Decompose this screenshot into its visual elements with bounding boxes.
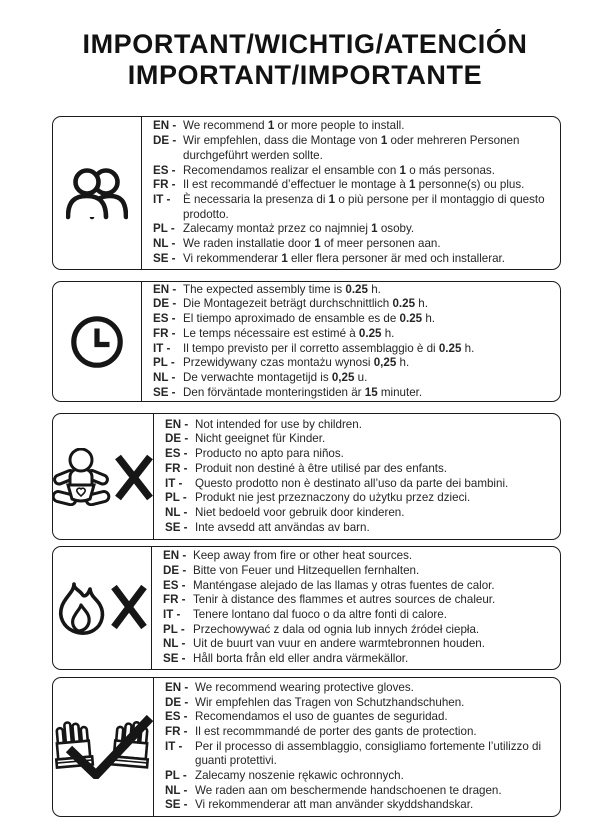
language-code: EN -: [165, 417, 189, 431]
instruction-text: Die Montagezeit beträgt durchschnittlich 0.25 h.: [183, 297, 428, 311]
instruction-text: Not intended for use by children.: [195, 417, 362, 431]
language-code: DE -: [165, 432, 189, 446]
instruction-text: Le temps nécessaire est estimé à 0.25 h.: [183, 326, 395, 340]
section-people-to-install: [52, 116, 561, 270]
language-code: FR -: [163, 593, 186, 607]
icon-cell: [53, 117, 142, 269]
language-code: IT -: [163, 608, 181, 621]
language-code: SE -: [163, 652, 186, 666]
instruction-text: Niet bedoeld voor gebruik door kinderen.: [195, 505, 405, 519]
instruction-row: [165, 418, 552, 433]
instruction-text: È necessaria la presenza di 1 o più persone per il montaggio di questo prodotto.: [183, 193, 545, 221]
language-code: FR -: [165, 461, 188, 475]
instruction-rows: [154, 678, 560, 816]
instruction-row: [165, 447, 552, 462]
instruction-row: [163, 564, 552, 579]
instruction-text: Inte avsedd att användas av barn.: [195, 520, 370, 534]
instruction-text: Wir empfehlen, dass die Montage von 1 oder mehreren Personen durchgeführt werden sollte.: [183, 134, 520, 162]
instruction-sections: [52, 116, 561, 817]
instruction-text: Keep away from fire or other heat sources.: [193, 549, 413, 563]
instruction-text: Recomendamos el uso de guantes de seguridad.: [195, 710, 448, 724]
instruction-text: Il est recommmandé de porter des gants de protection.: [195, 724, 477, 738]
instruction-text: We recommend wearing protective gloves.: [195, 680, 414, 694]
instruction-text: Questo prodotto non è destinato all’uso da parte dei bambini.: [195, 476, 509, 490]
instruction-row: [153, 222, 552, 237]
section-assembly-time: [52, 281, 561, 402]
instruction-row: [153, 119, 552, 134]
instruction-rows: [142, 117, 560, 269]
instruction-row: [163, 579, 552, 594]
instruction-text: Per il processo di assemblaggio, consigliamo fortemente l’utilizzo di guanti protettivi.: [195, 739, 542, 768]
instruction-text: Manténgase alejado de las llamas y otras fuentes de calor.: [193, 578, 495, 592]
language-code: ES -: [165, 447, 188, 461]
section-protective-gloves: [52, 677, 561, 817]
language-code: NL -: [165, 783, 188, 797]
instruction-row: [165, 798, 552, 813]
instruction-row: [153, 164, 552, 179]
icon-cell: [53, 547, 152, 669]
instruction-row: [165, 681, 552, 696]
instruction-row: [165, 725, 552, 740]
instruction-row: [165, 696, 552, 711]
language-code: ES -: [163, 578, 186, 592]
instruction-text: Nicht geeignet für Kinder.: [195, 432, 326, 446]
language-code: DE -: [153, 297, 177, 311]
language-code: PL -: [153, 356, 175, 370]
instruction-row: [165, 740, 552, 769]
language-code: FR -: [165, 724, 188, 738]
instruction-row: [163, 623, 552, 638]
instruction-text: Den förväntade monteringstiden är 15 minuter.: [183, 385, 423, 399]
instruction-row: [165, 710, 552, 725]
instruction-row: [153, 312, 552, 327]
instruction-row: [165, 491, 552, 506]
instruction-row: [163, 549, 552, 564]
instruction-row: [153, 342, 552, 357]
language-code: NL -: [153, 237, 176, 251]
instruction-text: Tenere lontano dal fuoco o da altre fonti di calore.: [193, 608, 447, 621]
instruction-text: Tenir à distance des flammes et autres sources de chaleur.: [193, 593, 496, 607]
instruction-text: Il est recommandé d’effectuer le montage à 1 personne(s) ou plus.: [183, 178, 525, 192]
language-code: ES -: [165, 710, 188, 724]
instruction-row: [153, 252, 552, 267]
page-title-line2: IMPORTANT/IMPORTANTE: [127, 60, 483, 90]
instruction-row: [165, 432, 552, 447]
instruction-rows: [152, 547, 560, 669]
instruction-text: El tiempo aproximado de ensamble es de 0.25 h.: [183, 312, 436, 326]
instruction-text: Vi rekommenderar att man använder skyddshandskar.: [195, 798, 474, 812]
protective-gloves-icon: [53, 715, 153, 779]
no-children-icon: [53, 448, 153, 506]
instruction-text: Producto no apto para niños.: [195, 447, 344, 461]
language-code: FR -: [153, 326, 176, 340]
language-code: ES -: [153, 312, 176, 326]
language-code: DE -: [153, 134, 177, 148]
language-code: ES -: [153, 163, 176, 177]
instruction-row: [153, 237, 552, 252]
instruction-row: [163, 637, 552, 652]
instruction-rows: [154, 414, 560, 539]
language-code: EN -: [153, 282, 177, 296]
language-code: NL -: [153, 370, 176, 384]
page-title: [0, 29, 610, 91]
instruction-row: [153, 371, 552, 386]
instruction-row: [165, 506, 552, 521]
section-keep-away-from-fire: [52, 546, 561, 670]
language-code: IT -: [165, 739, 183, 753]
instruction-text: We raden installatie door 1 of meer personen aan.: [183, 237, 441, 251]
icon-cell: [53, 678, 154, 816]
language-code: PL -: [165, 769, 187, 783]
instruction-row: [153, 134, 552, 163]
instruction-text: Wir empfehlen das Tragen von Schutzhandschuhen.: [195, 695, 465, 709]
instruction-row: [153, 356, 552, 371]
language-code: EN -: [163, 549, 187, 563]
instruction-text: Produkt nie jest przeznaczony do użytku przez dzieci.: [195, 491, 471, 505]
language-code: DE -: [165, 695, 189, 709]
instruction-text: Zalecamy noszenie rękawic ochronnych.: [195, 769, 404, 783]
instruction-row: [165, 769, 552, 784]
instruction-row: [163, 608, 552, 623]
instruction-text: Przechowywać z dala od ognia lub innych źródeł ciepła.: [193, 622, 480, 636]
instruction-text: Uit de buurt van vuur en andere warmtebronnen houden.: [193, 637, 485, 651]
instruction-row: [165, 477, 552, 492]
instruction-text: Håll borta från eld eller andra värmekällor.: [193, 652, 409, 666]
instruction-row: [165, 521, 552, 536]
instruction-row: [163, 652, 552, 667]
instruction-text: Recomendamos realizar el ensamble con 1 o más personas.: [183, 163, 495, 177]
two-people-icon: [66, 165, 128, 221]
instruction-row: [153, 193, 552, 222]
language-code: NL -: [163, 637, 186, 651]
language-code: EN -: [153, 119, 177, 133]
clock-icon: [68, 313, 126, 371]
instruction-text: Bitte von Feuer und Hitzequellen fernhalten.: [193, 563, 420, 577]
instruction-text: De verwachte montagetijd is 0,25 u.: [183, 370, 368, 384]
instruction-text: Zalecamy montaż przez co najmniej 1 osoby.: [183, 222, 415, 236]
instruction-text: We raden aan om beschermende handschoenen te dragen.: [195, 783, 502, 797]
instruction-text: Il tempo previsto per il corretto assemblaggio è di 0.25 h.: [183, 341, 475, 355]
instruction-text: Produit non destiné à être utilisé par des enfants.: [195, 461, 447, 475]
instruction-row: [163, 593, 552, 608]
instruction-row: [153, 327, 552, 342]
instruction-row: [153, 283, 552, 298]
language-code: SE -: [153, 251, 176, 265]
section-not-for-children: [52, 413, 561, 540]
instruction-row: [153, 297, 552, 312]
instruction-text: We recommend 1 or more people to install.: [183, 119, 405, 133]
instruction-text: Vi rekommenderar 1 eller flera personer är med och installerar.: [183, 251, 505, 265]
language-code: IT -: [153, 341, 171, 355]
page-title-line1: IMPORTANT/WICHTIG/ATENCIÓN: [82, 29, 528, 59]
instruction-rows: [142, 282, 560, 401]
language-code: SE -: [153, 385, 176, 399]
language-code: IT -: [153, 193, 171, 206]
instruction-row: [153, 386, 552, 401]
language-code: SE -: [165, 520, 188, 534]
language-code: PL -: [153, 222, 175, 236]
icon-cell: [53, 282, 142, 401]
instruction-row: [165, 784, 552, 799]
instruction-text: Przewidywany czas montażu wynosi 0,25 h.: [183, 356, 410, 370]
language-code: NL -: [165, 505, 188, 519]
instruction-row: [165, 462, 552, 477]
language-code: FR -: [153, 178, 176, 192]
language-code: IT -: [165, 476, 183, 490]
language-code: PL -: [163, 622, 185, 636]
instruction-row: [153, 178, 552, 193]
instruction-text: The expected assembly time is 0.25 h.: [183, 282, 381, 296]
no-fire-icon: [53, 579, 151, 637]
language-code: PL -: [165, 491, 187, 505]
icon-cell: [53, 414, 154, 539]
language-code: EN -: [165, 680, 189, 694]
language-code: SE -: [165, 798, 188, 812]
language-code: DE -: [163, 563, 187, 577]
